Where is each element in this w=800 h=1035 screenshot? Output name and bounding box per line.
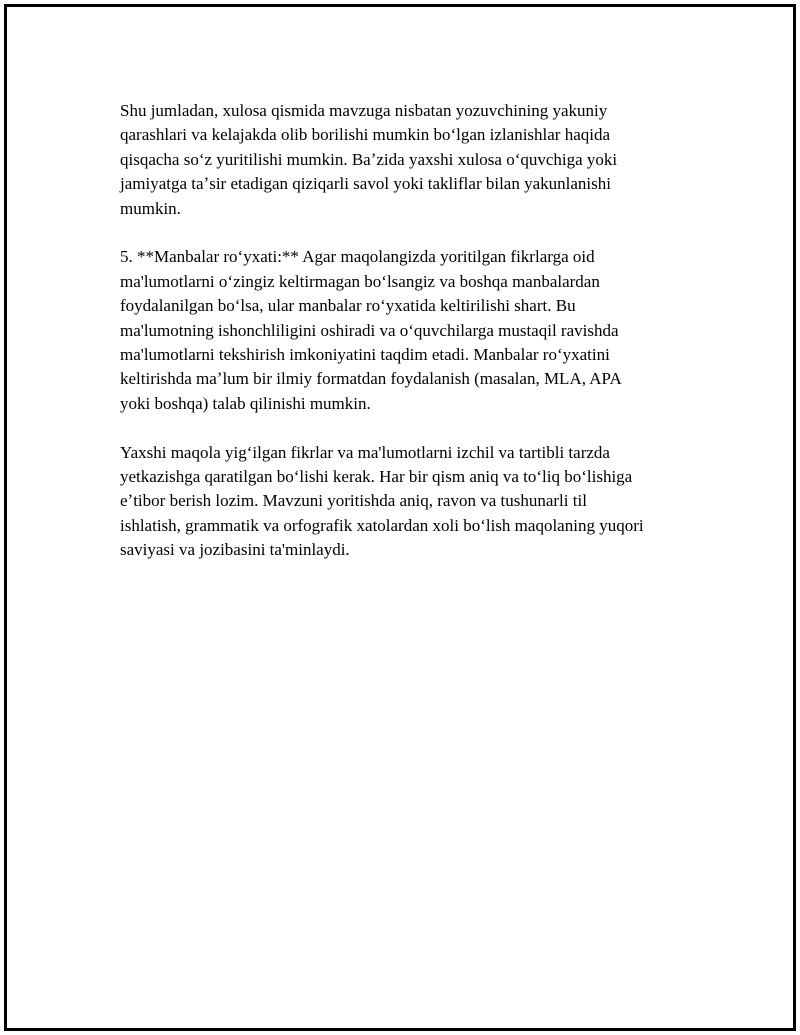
paragraph-references: 5. **Manbalar roʻyxati:** Agar maqolangizda yoritilgan fikrlarga oid ma'lumotlarni oʻzingiz keltirmagan boʻlsangiz va boshqa manbalardan foydalanilgan boʻlsa, ular manbalar roʻyxatida keltirilishi shart. Bu ma'lumotning ishonchliligini oshiradi va oʻquvchilarga mustaqil ravishda ma'lumotlarni tekshirish imkoniyatini taqdim etadi. Manbalar roʻyxatini keltirishda maʼlum bir ilmiy formatdan foydalanish (masalan, MLA, APA yoki boshqa) talab qilinishi mumkin. (120, 247, 622, 413)
document-body (120, 99, 700, 587)
page-frame (4, 4, 796, 1031)
paragraph-summary: Yaxshi maqola yigʻilgan fikrlar va ma'lumotlarni izchil va tartibli tarzda yetkazishga qaratilgan boʻlishi kerak. Har bir qism aniq va toʻliq boʻlishiga eʼtibor berish lozim. Mavzuni yoritishda aniq, ravon va tushunarli til ishlatish, grammatik va orfografik xatolardan xoli boʻlish maqolaning yuqori saviyasi va jozibasini ta'minlaydi. (120, 442, 644, 560)
paragraph-conclusion: Shu jumladan, xulosa qismida mavzuga nisbatan yozuvchining yakuniy qarashlari va kelajakda olib borilishi mumkin boʻlgan izlanishlar haqida qisqacha soʻz yuritilishi mumkin. Baʼzida yaxshi xulosa oʻquvchiga yoki jamiyatga taʼsir etadigan qiziqarli savol yoki takliflar bilan yakunlanishi mumkin. (120, 101, 618, 218)
